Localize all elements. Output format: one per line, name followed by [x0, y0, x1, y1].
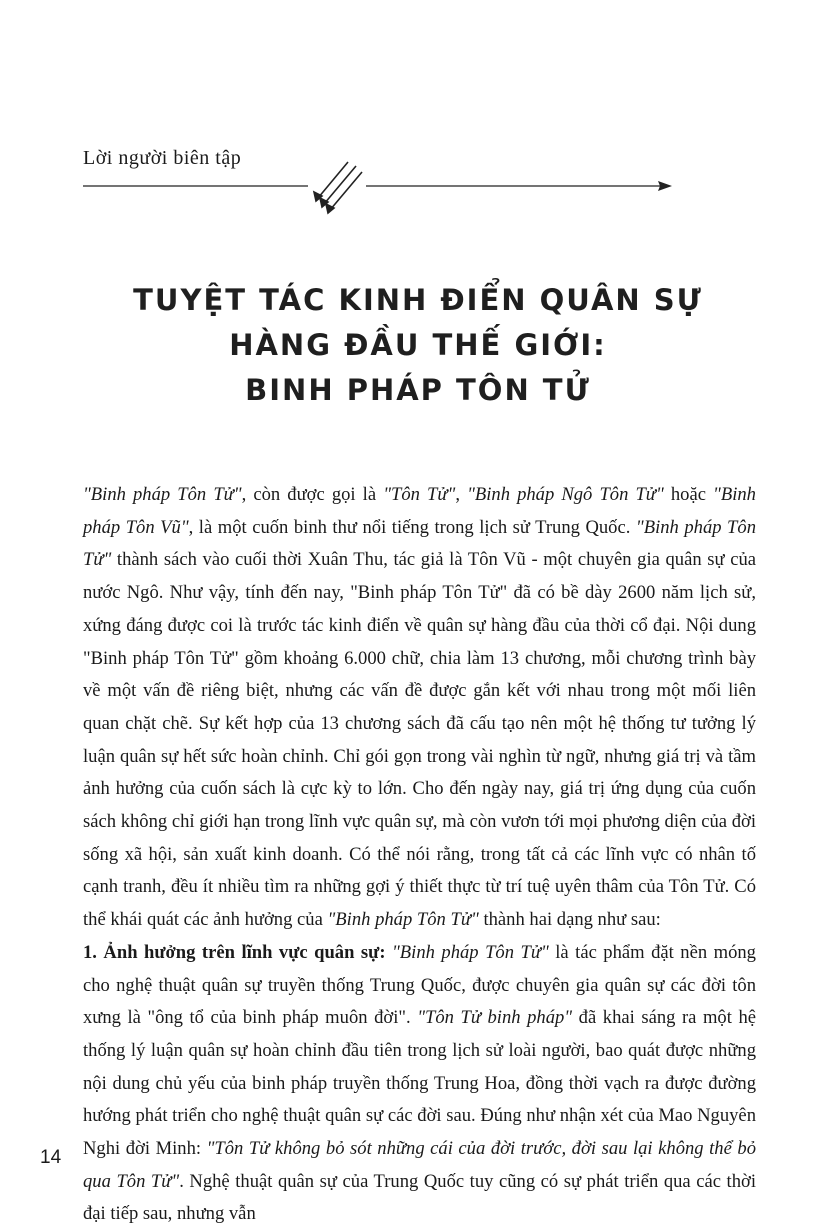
- italic-run: "Tôn Tử": [383, 484, 456, 505]
- text-run: , còn được gọi là: [241, 484, 384, 505]
- italic-run: "Binh pháp Ngô Tôn Tử": [467, 484, 664, 505]
- text-run: , là một cuốn binh thư nổi tiếng trong lịch sử Trung Quốc.: [188, 516, 636, 538]
- chapter-title: [0, 278, 836, 413]
- text-run: . Nghệ thuật quân sự của Trung Quốc tuy cũng có sự phát triển qua các thời đại tiếp sau, nhưng vẫn: [83, 1170, 756, 1225]
- text-run: ,: [455, 484, 468, 505]
- text-run: hoặc: [663, 484, 714, 505]
- bold-run: 1. Ảnh hưởng trên lĩnh vực quân sự:: [83, 941, 386, 963]
- title-line-1: TUYỆT TÁC KINH ĐIỂN QUÂN SỰ: [133, 283, 703, 317]
- italic-run: "Binh pháp Tôn Tử": [83, 484, 242, 505]
- italic-run: "Binh pháp Tôn Vũ": [83, 484, 756, 538]
- body-text: [83, 479, 756, 1231]
- italic-run: "Binh pháp Tôn Tử": [83, 516, 756, 571]
- text-run: thành hai dạng như sau:: [478, 909, 661, 931]
- text-run: là tác phẩm đặt nền móng cho nghệ thuật quân sự truyền thống Trung Quốc, được chuyên gia quân sự các đời tôn xưng là "ông tổ của binh pháp muôn đời".: [83, 941, 756, 1029]
- section-divider: [0, 150, 836, 220]
- title-line-3: BINH PHÁP TÔN TỬ: [245, 373, 591, 407]
- italic-run: "Tôn Tử binh pháp": [417, 1007, 573, 1029]
- page-number: 14: [40, 1147, 62, 1168]
- italic-run: "Binh pháp Tôn Tử": [327, 909, 479, 931]
- italic-run: "Tôn Tử không bỏ sót những cái của đời trước, đời sau lại không thể bỏ qua Tôn Tử": [83, 1138, 756, 1192]
- section-label: Lời người biên tập: [83, 147, 242, 169]
- title-line-2: HÀNG ĐẦU THẾ GIỚI:: [229, 328, 607, 362]
- italic-run: "Binh pháp Tôn Tử": [392, 941, 549, 963]
- arrow-head-icon: [658, 181, 672, 191]
- paragraph-intro: [83, 479, 756, 937]
- text-run: đã khai sáng ra một hệ thống lý luận quân sự hoàn chỉnh đầu tiên trong lịch sử loài người, bao quát được những nội dung chủ yếu của binh pháp truyền thống Trung Hoa, đồng thời vạch ra được đường hướng phát triển cho nghệ thuật quân sự các đời sau. Đúng như nhận xét của Mao Nguyên Nghi đời Minh:: [83, 1007, 756, 1160]
- text-run: thành sách vào cuối thời Xuân Thu, tác giả là Tôn Vũ - một chuyên gia quân sự của nước Ngô. Như vậy, tính đến nay, "Binh pháp Tôn Tử" đã có bề dày 2600 năm lịch sử, xứng đáng được coi là trước tác kinh điển về quân sự hàng đầu của thời cổ đại. Nội dung "Binh pháp Tôn Tử" gồm khoảng 6.000 chữ, chia làm 13 chương, mỗi chương trình bày về một vấn đề riêng biệt, nhưng các vấn đề được gắn kết với nhau trong một mối liên quan chặt chẽ. Sự kết hợp của 13 chương sách đã cấu tạo nên một hệ thống tư tưởng lý luận quân sự hết sức hoàn chỉnh. Chỉ gói gọn trong vài nghìn từ ngữ, nhưng giá trị và tầm ảnh hưởng của cuốn sách là cực kỳ to lớn. Cho đến ngày nay, giá trị ứng dụng của cuốn sách không chỉ giới hạn trong lĩnh vực quân sự, mà còn vươn tới mọi phương diện của đời sống xã hội, sản xuất kinh doanh. Có thể nói rằng, trong tất cả các lĩnh vực có nhân tố cạnh tranh, đều ít nhiều tìm ra những gợi ý thiết thực từ trí tuệ uyên thâm của Tôn Tử. Có thể khái quát các ảnh hưởng của: [83, 549, 756, 931]
- paragraph-military-influence: [83, 937, 756, 1231]
- arrows-icon: [314, 162, 362, 213]
